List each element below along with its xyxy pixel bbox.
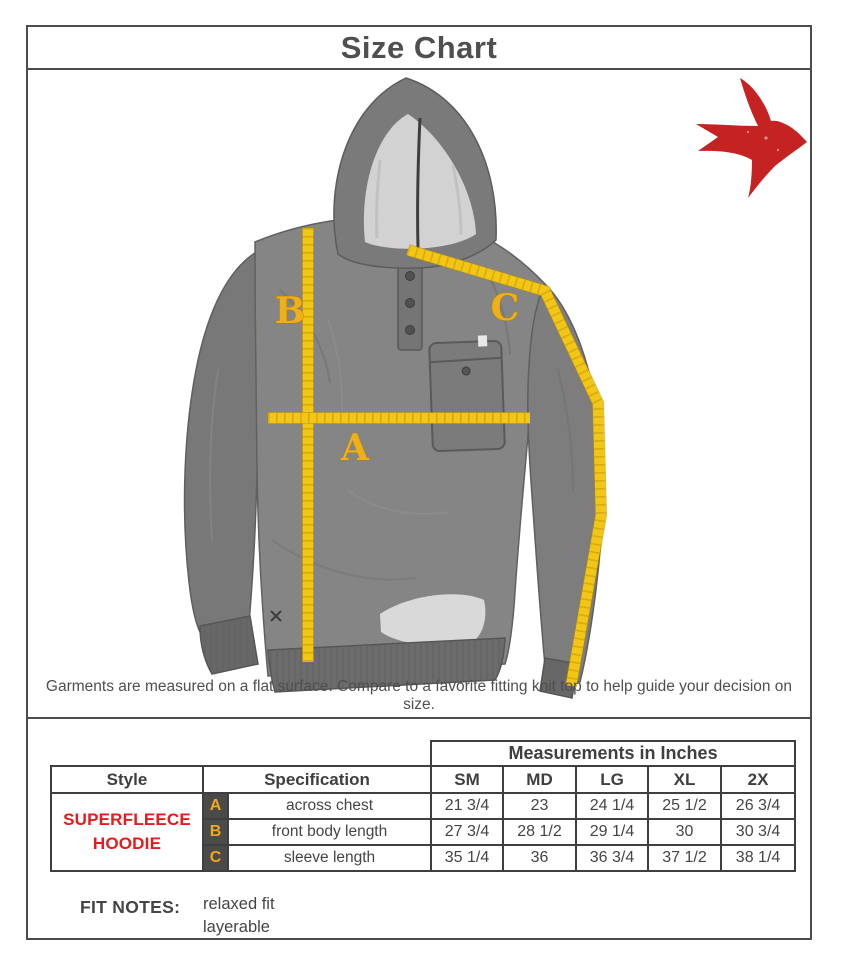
fit-notes-label: FIT NOTES: — [80, 897, 181, 917]
fit-note: relaxed fit — [203, 895, 275, 913]
spec-front-body-length: front body length — [228, 819, 431, 845]
chest-pocket — [429, 335, 505, 451]
col-header-style: Style — [51, 766, 203, 793]
swallow-logo-icon — [696, 78, 807, 198]
table-row: SUPERFLEECE HOODIE A across chest 21 3/4 23 24 1/4 25 1/2 26 3/4 — [51, 793, 795, 819]
col-header-sm: SM — [431, 766, 503, 793]
title-bar — [26, 25, 812, 70]
measure-label-a: A — [341, 427, 369, 469]
measure-label-c: C — [490, 287, 520, 329]
table-row: B front body length 27 3/4 28 1/2 29 1/4 30 30 3/4 — [51, 819, 795, 845]
fit-notes-values — [203, 893, 275, 939]
col-header-2x: 2X — [721, 766, 795, 793]
measure-label-b: B — [274, 290, 306, 332]
size-table — [50, 740, 796, 872]
col-header-lg: LG — [576, 766, 648, 793]
col-header-md: MD — [503, 766, 576, 793]
hoodie-figure — [185, 78, 604, 698]
badge-a: A — [203, 793, 228, 819]
measurement-caption: Garments are measured on a flat surface. Compare to a favorite fitting knit top to help guide your decision on size. — [45, 678, 793, 713]
page-title: Size Chart — [340, 29, 498, 65]
badge-c: C — [203, 845, 228, 871]
spec-across-chest: across chest — [228, 793, 431, 819]
measurements-header: Measurements in Inches — [431, 741, 795, 766]
hoodie-measurement-illustration — [28, 70, 810, 717]
style-name: SUPERFLEECE HOODIE — [51, 793, 203, 871]
col-header-specification: Specification — [203, 766, 431, 793]
badge-b: B — [203, 819, 228, 845]
figure-area — [28, 70, 810, 719]
col-header-xl: XL — [648, 766, 721, 793]
table-row: C sleeve length 35 1/4 36 36 3/4 37 1/2 38 1/4 — [51, 845, 795, 871]
spec-sleeve-length: sleeve length — [228, 845, 431, 871]
fit-note: layerable — [203, 918, 270, 936]
